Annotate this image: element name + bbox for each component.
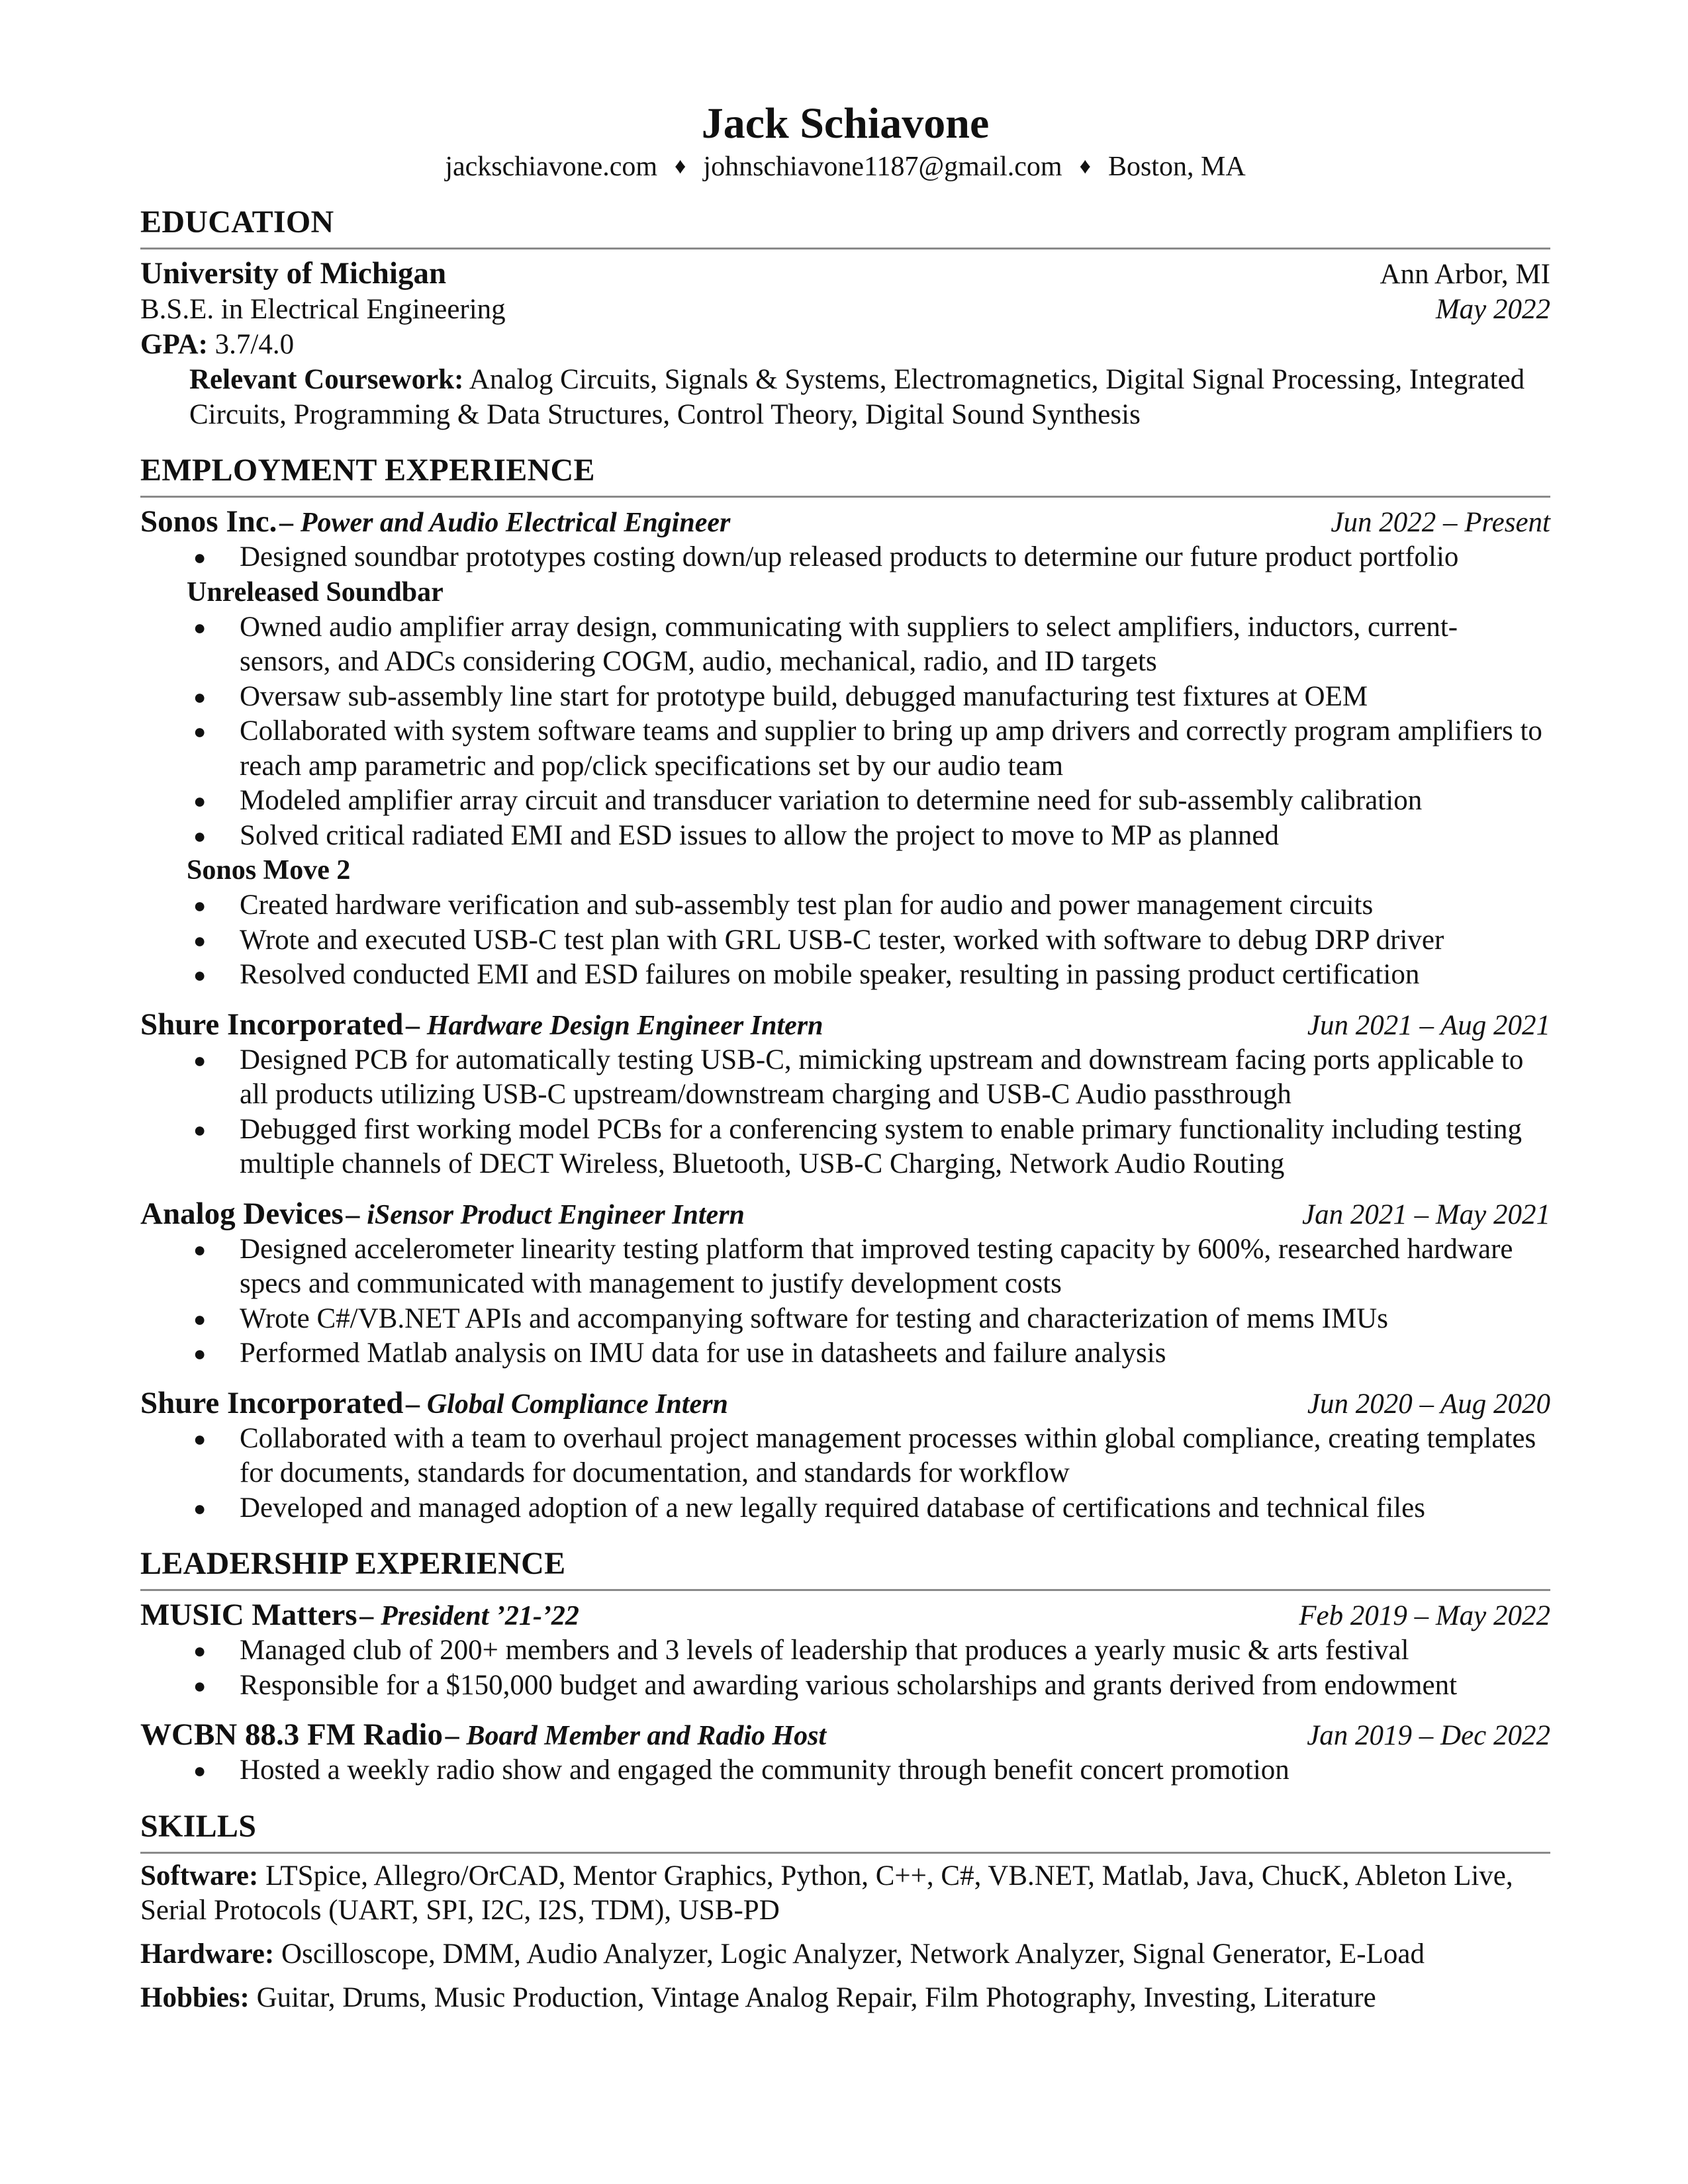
bullet-icon: ● — [193, 1639, 207, 1662]
job-header — [140, 1006, 1550, 1043]
section-title-education: EDUCATION — [140, 203, 1550, 250]
bullet-icon: ● — [193, 1117, 207, 1142]
company-name: Shure Incorporated — [140, 1385, 404, 1420]
subproject-title: Unreleased Soundbar — [187, 576, 444, 608]
bullet-item: ● Collaborated with system software teams and supplier to bring up amp drivers and correctly program amplifiers to reach amp parametric and pop/click specifications set by our audio team — [193, 715, 1542, 782]
company-name: Sonos Inc. — [140, 504, 277, 539]
degree-text: B.S.E. in Electrical Engineering — [140, 294, 506, 325]
section-title-employment: EMPLOYMENT EXPERIENCE — [140, 451, 1550, 498]
company-name: Analog Devices — [140, 1196, 344, 1231]
employment-section — [140, 451, 1550, 1525]
job-header — [140, 1385, 1550, 1422]
job-dates: Jan 2021 – May 2021 — [1302, 1199, 1550, 1230]
bullet-item: ● Designed PCB for automatically testing USB-C, mimicking upstream and downstream facing ports applicable to all products utilizing USB-C upstream/downstream charging and USB-C Audio passthrough — [193, 1044, 1524, 1110]
bullet-item: ● Collaborated with a team to overhaul project management processes within global compliance, creating templates for documents, standards for documentation, and standards for workflow — [193, 1422, 1536, 1488]
graduation-date: May 2022 — [1435, 294, 1550, 325]
leadership-section — [140, 1544, 1550, 1788]
job-role: – Power and Audio Electrical Engineer — [279, 508, 731, 538]
bullet-icon: ● — [193, 893, 207, 917]
bullet-icon: ● — [193, 963, 207, 987]
subproject-bullets — [140, 888, 1550, 993]
job-role: – iSensor Product Engineer Intern — [346, 1199, 745, 1230]
skill-text: LTSpice, Allegro/OrCAD, Mentor Graphics, Python, C++, C#, VB.NET, Matlab, Java, ChucK, Ableton Live, Serial Protocols (UART, SPI, I2C, I2S, TDM), USB-PD — [140, 1860, 1513, 1926]
diamond-separator-icon: ♦ — [1079, 154, 1091, 179]
bullet-icon: ● — [193, 1496, 207, 1520]
bullet-icon: ● — [193, 684, 207, 709]
school-name: University of Michigan — [140, 256, 447, 291]
job-entry — [140, 1596, 1550, 1703]
job-bullets — [140, 1232, 1550, 1371]
education-section — [140, 203, 1550, 432]
bullet-item: ● Hosted a weekly radio show and engaged the community through benefit concert promotion — [140, 1753, 1550, 1788]
bullet-item: ● Resolved conducted EMI and ESD failures on mobile speaker, resulting in passing product certification — [140, 958, 1550, 993]
job-header — [140, 1596, 1550, 1633]
skill-label: Hardware: — [140, 1938, 275, 1970]
bullet-icon: ● — [193, 823, 207, 848]
gpa-label: GPA: — [140, 329, 208, 360]
education-school-row — [140, 255, 1550, 292]
job-dates: Jun 2022 – Present — [1331, 507, 1550, 538]
job-role: – Hardware Design Engineer Intern — [406, 1010, 823, 1041]
bullet-item: ● Modeled amplifier array circuit and transducer variation to determine need for sub-assembly calibration — [140, 784, 1550, 819]
section-title-leadership: LEADERSHIP EXPERIENCE — [140, 1544, 1550, 1591]
job-role: – Global Compliance Intern — [406, 1388, 728, 1420]
bullet-icon: ● — [193, 615, 207, 639]
bullet-icon: ● — [193, 928, 207, 952]
section-title-skills: SKILLS — [140, 1807, 1550, 1854]
skill-label: Software: — [140, 1860, 259, 1891]
bullet-icon: ● — [193, 789, 207, 813]
bullet-item: ● Wrote C#/VB.NET APIs and accompanying software for testing and characterization of mems IMUs — [140, 1302, 1550, 1337]
skill-label: Hobbies: — [140, 1981, 250, 2013]
bullet-item: ● Performed Matlab analysis on IMU data for use in datasheets and failure analysis — [140, 1336, 1550, 1371]
school-location: Ann Arbor, MI — [1380, 259, 1550, 290]
coursework-line — [140, 362, 1550, 432]
job-entry — [140, 503, 1550, 993]
skills-software — [140, 1859, 1550, 1928]
bullet-icon: ● — [193, 719, 207, 743]
bullet-icon: ● — [193, 1342, 207, 1365]
job-header — [140, 1195, 1550, 1232]
subproject-bullets — [140, 610, 1550, 854]
skill-text: Oscilloscope, DMM, Audio Analyzer, Logic Analyzer, Network Analyzer, Signal Generator, E-Load — [281, 1938, 1425, 1970]
job-role: – Board Member and Radio Host — [445, 1721, 827, 1751]
skills-section — [140, 1807, 1550, 2015]
bullet-icon: ● — [193, 1426, 207, 1451]
job-header — [140, 503, 1550, 540]
candidate-name: Jack Schiavone — [701, 99, 990, 148]
bullet-item: ● Responsible for a $150,000 budget and awarding various scholarships and grants derived from endowment — [140, 1668, 1550, 1704]
company-name: Shure Incorporated — [140, 1007, 404, 1042]
location-text: Boston, MA — [1107, 152, 1246, 182]
job-bullets — [140, 1043, 1550, 1182]
job-bullets — [140, 1753, 1550, 1788]
job-bullets — [140, 1633, 1550, 1703]
bullet-item: ● Managed club of 200+ members and 3 levels of leadership that produces a yearly music & arts festival — [140, 1633, 1550, 1668]
bullet-item: ● Oversaw sub-assembly line start for prototype build, debugged manufacturing test fixtures at OEM — [140, 680, 1550, 715]
bullet-item: ● Wrote and executed USB-C test plan with GRL USB-C tester, worked with software to debug DRP driver — [140, 923, 1550, 958]
job-dates: Jun 2020 – Aug 2020 — [1307, 1388, 1550, 1420]
organization-name: MUSIC Matters — [140, 1598, 357, 1632]
skills-hardware — [140, 1937, 1550, 1972]
job-bullets — [140, 1422, 1550, 1526]
skills-hobbies — [140, 1981, 1550, 2015]
job-entry — [140, 1006, 1550, 1182]
resume-header — [140, 98, 1550, 184]
contact-line — [140, 150, 1550, 184]
bullet-item: ● Owned audio amplifier array design, communicating with suppliers to select amplifiers, inductors, current-sensors, and ADCs considering COGM, audio, mechanical, radio, and ID targets — [193, 611, 1458, 677]
bullet-icon: ● — [193, 1048, 207, 1072]
job-entry — [140, 1195, 1550, 1371]
email-link[interactable]: johnschiavone1187@gmail.com — [703, 152, 1062, 182]
job-dates: Feb 2019 – May 2022 — [1299, 1600, 1550, 1631]
education-degree-row — [140, 292, 1550, 327]
bullet-icon: ● — [193, 1237, 207, 1261]
bullet-item: ● Solved critical radiated EMI and ESD issues to allow the project to move to MP as planned — [140, 819, 1550, 854]
job-role: – President ’21-’22 — [359, 1601, 579, 1631]
bullet-icon: ● — [193, 545, 207, 569]
skill-text: Guitar, Drums, Music Production, Vintage Analog Repair, Film Photography, Investing, Literature — [256, 1981, 1376, 2013]
bullet-item: ● Designed accelerometer linearity testing platform that improved testing capacity by 600%, researched hardware specs and communicated with management to justify development costs — [193, 1233, 1513, 1299]
bullet-item: ● Debugged first working model PCBs for a conferencing system to enable primary functionality including testing multiple channels of DECT Wireless, Bluetooth, USB-C Charging, Network Audio Routing — [193, 1113, 1522, 1179]
bullet-icon: ● — [193, 1673, 207, 1698]
diamond-separator-icon: ♦ — [675, 154, 686, 179]
gpa-value: 3.7/4.0 — [214, 329, 295, 360]
job-dates: Jan 2019 – Dec 2022 — [1307, 1720, 1550, 1751]
job-dates: Jun 2021 – Aug 2021 — [1307, 1009, 1550, 1041]
bullet-item: ● Created hardware verification and sub-assembly test plan for audio and power management circuits — [140, 888, 1550, 923]
coursework-text: Analog Circuits, Signals & Systems, Electromagnetics, Digital Signal Processing, Integrated Circuits, Programming & Data Structures, Control Theory, Digital Sound Synthesis — [189, 364, 1525, 430]
coursework-label: Relevant Coursework: — [189, 364, 464, 395]
bullet-icon: ● — [193, 1758, 207, 1782]
bullet-item: ● Designed soundbar prototypes costing down/up released products to determine our future product portfolio — [140, 540, 1550, 575]
job-entry — [140, 1385, 1550, 1526]
bullet-item: ● Developed and managed adoption of a new legally required database of certifications and technical files — [140, 1491, 1550, 1526]
job-header — [140, 1716, 1550, 1753]
website-link[interactable]: jackschiavone.com — [445, 152, 658, 182]
bullet-icon: ● — [193, 1306, 207, 1331]
job-entry — [140, 1716, 1550, 1788]
organization-name: WCBN 88.3 FM Radio — [140, 1717, 443, 1752]
subproject-title: Sonos Move 2 — [187, 855, 351, 886]
job-bullets — [140, 540, 1550, 575]
gpa-line — [140, 327, 1550, 362]
